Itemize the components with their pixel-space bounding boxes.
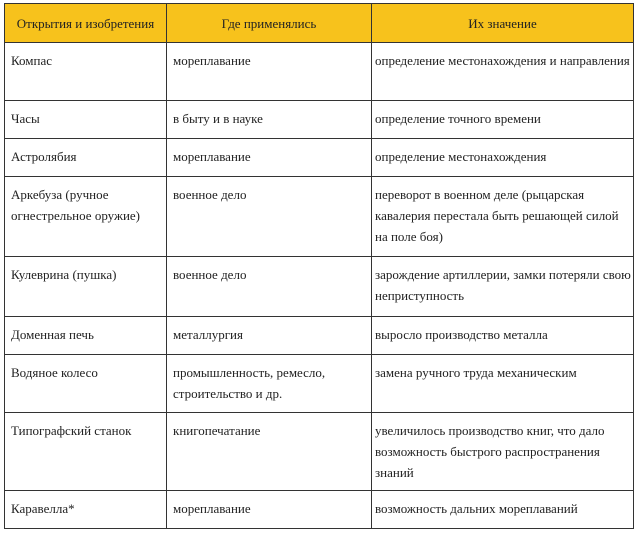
significance-cell: определение местонахождения xyxy=(372,139,634,177)
table-row xyxy=(5,101,634,139)
usage-cell: книгопечатание xyxy=(167,413,372,491)
significance-cell: возможность дальних мореплаваний xyxy=(372,491,634,529)
usage-cell: мореплавание xyxy=(167,491,372,529)
usage-cell: металлургия xyxy=(167,317,372,355)
table-row xyxy=(5,177,634,257)
invention-cell: Часы xyxy=(5,101,167,139)
table-row xyxy=(5,491,634,529)
table-row xyxy=(5,43,634,101)
significance-cell: переворот в военном деле (рыцарская кавалерия перестала быть решающей силой на поле боя) xyxy=(372,177,634,257)
invention-cell: Компас xyxy=(5,43,167,101)
invention-cell: Кулеврина (пушка) xyxy=(5,257,167,317)
invention-cell: Астролябия xyxy=(5,139,167,177)
invention-cell: Каравелла* xyxy=(5,491,167,529)
table-row xyxy=(5,317,634,355)
table-header-row xyxy=(5,4,634,43)
usage-cell: военное дело xyxy=(167,257,372,317)
significance-cell: определение точного времени xyxy=(372,101,634,139)
table-row xyxy=(5,413,634,491)
significance-cell: выросло производство металла xyxy=(372,317,634,355)
invention-cell: Доменная печь xyxy=(5,317,167,355)
header-usage: Где применялись xyxy=(167,4,372,43)
invention-cell: Типографский станок xyxy=(5,413,167,491)
header-inventions: Открытия и изобретения xyxy=(5,4,167,43)
usage-cell: мореплавание xyxy=(167,43,372,101)
significance-cell: увеличилось производство книг, что дало возможность быстрого распространения знаний xyxy=(372,413,634,491)
usage-cell: военное дело xyxy=(167,177,372,257)
table-row xyxy=(5,355,634,413)
inventions-table xyxy=(4,3,634,529)
invention-cell: Водяное колесо xyxy=(5,355,167,413)
usage-cell: промышленность, ремесло, строительство и др. xyxy=(167,355,372,413)
header-significance: Их значение xyxy=(372,4,634,43)
invention-cell: Аркебуза (ручное огнестрельное оружие) xyxy=(5,177,167,257)
usage-cell: мореплавание xyxy=(167,139,372,177)
table-row xyxy=(5,257,634,317)
usage-cell: в быту и в науке xyxy=(167,101,372,139)
significance-cell: зарождение артиллерии, замки потеряли свою неприступность xyxy=(372,257,634,317)
table-row xyxy=(5,139,634,177)
significance-cell: определение местонахождения и направления xyxy=(372,43,634,101)
significance-cell: замена ручного труда механическим xyxy=(372,355,634,413)
